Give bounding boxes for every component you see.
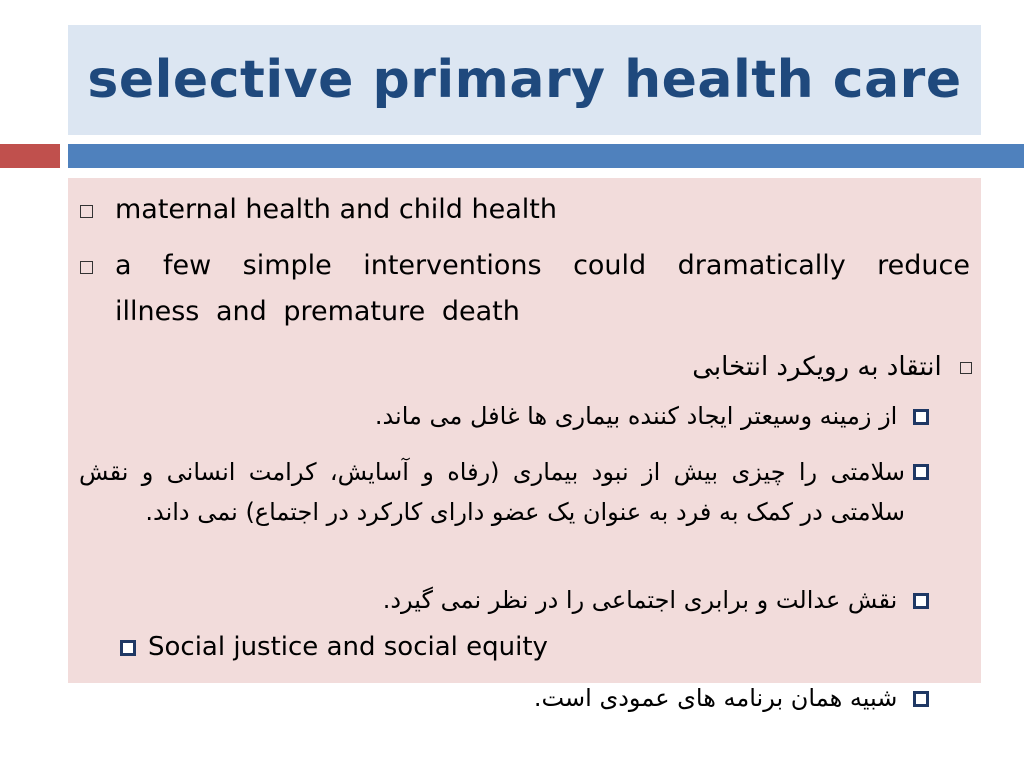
bullet-item: [80, 243, 970, 335]
square-bullet-icon: [913, 409, 929, 425]
critique-heading-row: [692, 352, 972, 382]
bullet-text: maternal health and child health: [115, 194, 557, 225]
hollow-square-bullet-icon: [960, 362, 972, 374]
bullet-item: [80, 187, 970, 233]
hollow-square-bullet-icon: [80, 205, 93, 218]
critique-point-text: شبیه همان برنامه های عمودی است.: [533, 684, 898, 712]
square-bullet-icon: [913, 593, 929, 609]
critique-point: [79, 452, 929, 532]
critique-point: [383, 586, 929, 614]
square-bullet-icon: [913, 464, 929, 480]
critique-point: [534, 684, 929, 712]
sub-bullet-item: [120, 632, 548, 662]
critique-heading: انتقاد به رویکرد انتخابی: [692, 352, 942, 382]
critique-point-text: نقش عدالت و برابری اجتماعی را در نظر نمی گیرد.: [382, 586, 898, 614]
sub-bullet-text: Social justice and social equity: [148, 632, 548, 662]
critique-point: [375, 402, 929, 430]
slide-title: selective primary health care: [87, 50, 962, 110]
bullet-text: a few simple interventions could dramatically reduce illness and premature death: [115, 250, 970, 327]
critique-point-text: از زمینه وسیعتر ایجاد کننده بیماری ها غافل می ماند.: [374, 402, 898, 430]
square-bullet-icon: [120, 640, 136, 656]
accent-bar-red: [0, 144, 60, 168]
accent-bar-blue: [68, 144, 1024, 168]
critique-point-text: سلامتی را چیزی بیش از نبود بیماری (رفاه و آسایش، کرامت انسانی و نقش سلامتی در کمک به فرد به عنوان یک عضو دارای کارکرد در اجتماع) نمی داند.: [79, 458, 905, 526]
hollow-square-bullet-icon: [80, 261, 93, 274]
title-banner: [68, 25, 981, 135]
square-bullet-icon: [913, 691, 929, 707]
